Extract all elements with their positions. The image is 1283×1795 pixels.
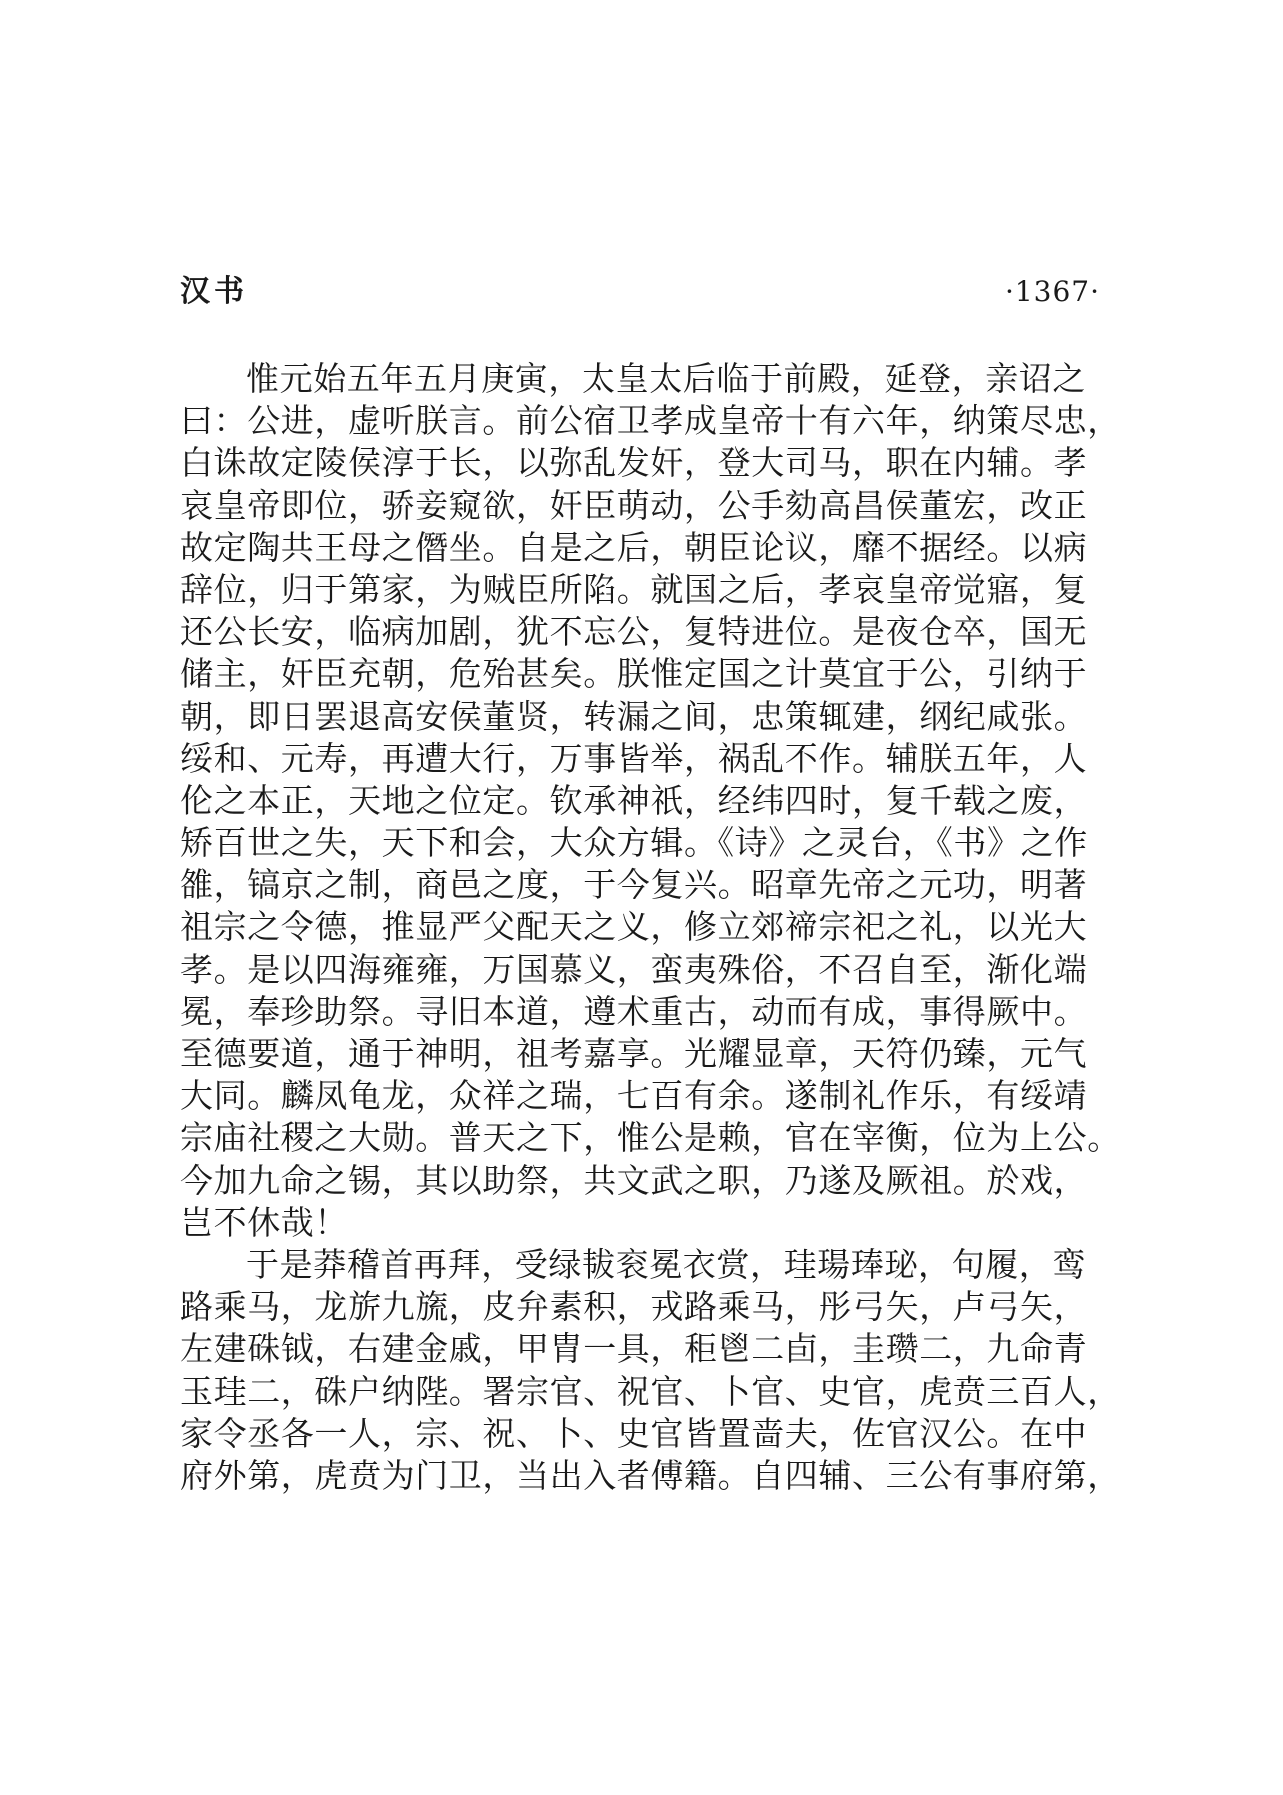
text-line: 雒，镐京之制，商邑之度，于今复兴。昭章先帝之元功，明著: [180, 865, 1088, 905]
text-line: 伦之本正，天地之位定。钦承神祇，经纬四时，复千载之废，: [180, 780, 1088, 820]
text-line: 辞位，归于第家，为贼臣所陷。就国之后，孝哀皇帝觉寤，复: [180, 569, 1088, 609]
text-line: 至德要道，通于神明，祖考嘉享。光耀显章，天符仍臻，元气: [180, 1034, 1088, 1073]
body-text: [180, 358, 1121, 1497]
text-line: 家令丞各一人，宗、祝、卜、史官皆置啬夫，佐官汉公。在中: [180, 1413, 1088, 1453]
text-line: 绥和、元寿，再遭大行，万事皆举，祸乱不作。辅朕五年，人: [180, 738, 1088, 778]
text-line: 储主，奸臣充朝，危殆甚矣。朕惟定国之计莫宜于公，引纳于: [180, 654, 1088, 694]
text-line: 故定陶共王母之僭坐。自是之后，朝臣论议，靡不据经。以病: [180, 527, 1088, 567]
text-line: 曰：公进，虚听朕言。前公宿卫孝成皇帝十有六年，纳策尽忠，: [180, 401, 1121, 441]
text-line: 岂不休哉！: [180, 1202, 348, 1242]
text-line: 朝，即日罢退高安侯董贤，转漏之间，忠策辄建，纲纪咸张。: [180, 696, 1088, 736]
text-line: 祖宗之令德，推显严父配天之义，修立郊禘宗祀之礼，以光大: [180, 907, 1088, 947]
text-line: 惟元始五年五月庚寅，太皇太后临于前殿，延登，亲诏之: [246, 359, 1086, 398]
book-title: 汉书: [180, 274, 248, 309]
text-line: 还公长安，临病加剧，犹不忘公，复特进位。是夜仓卒，国无: [180, 612, 1088, 652]
paragraph-2: [180, 1244, 1121, 1497]
text-line: 今加九命之锡，其以助祭，共文武之职，乃遂及厥祖。於戏，: [180, 1160, 1088, 1200]
text-line: 宗庙社稷之大勋。普天之下，惟公是赖，官在宰衡，位为上公。: [180, 1118, 1121, 1158]
text-line: 左建硃钺，右建金戚，甲胄一具，秬鬯二卣，圭瓒二，九命青: [180, 1329, 1088, 1369]
page-number: ·1367·: [1004, 275, 1100, 308]
paragraph-1: [180, 358, 1121, 1244]
text-line: 大同。麟凤龟龙，众祥之瑞，七百有余。遂制礼作乐，有绥靖: [180, 1076, 1088, 1116]
text-line: 府外第，虎贲为门卫，当出入者傅籍。自四辅、三公有事府第，: [180, 1455, 1121, 1495]
text-line: 矫百世之失，天下和会，大众方辑。《诗》之灵台，《书》之作: [180, 823, 1088, 863]
text-line: 白诛故定陵侯淳于长，以弥乱发奸，登大司马，职在内辅。孝: [180, 443, 1088, 483]
text-line: 玉珪二，硃户纳陛。署宗官、祝官、卜官、史官，虎贲三百人，: [180, 1371, 1121, 1411]
text-line: 孝。是以四海雍雍，万国慕义，蛮夷殊俗，不召自至，渐化端: [180, 949, 1088, 989]
text-line: 路乘马，龙旂九旒，皮弁素积，戎路乘马，彤弓矢，卢弓矢，: [180, 1287, 1088, 1327]
text-line: 哀皇帝即位，骄妾窥欲，奸臣萌动，公手劾高昌侯董宏，改正: [180, 485, 1088, 525]
text-line: 于是莽稽首再拜，受绿韨衮冕衣赏，珪瑒琫珌，句履，鸾: [246, 1244, 1086, 1284]
text-line: 冕，奉珍助祭。寻旧本道，遵术重古，动而有成，事得厥中。: [180, 991, 1088, 1031]
page-header: [180, 270, 1100, 314]
